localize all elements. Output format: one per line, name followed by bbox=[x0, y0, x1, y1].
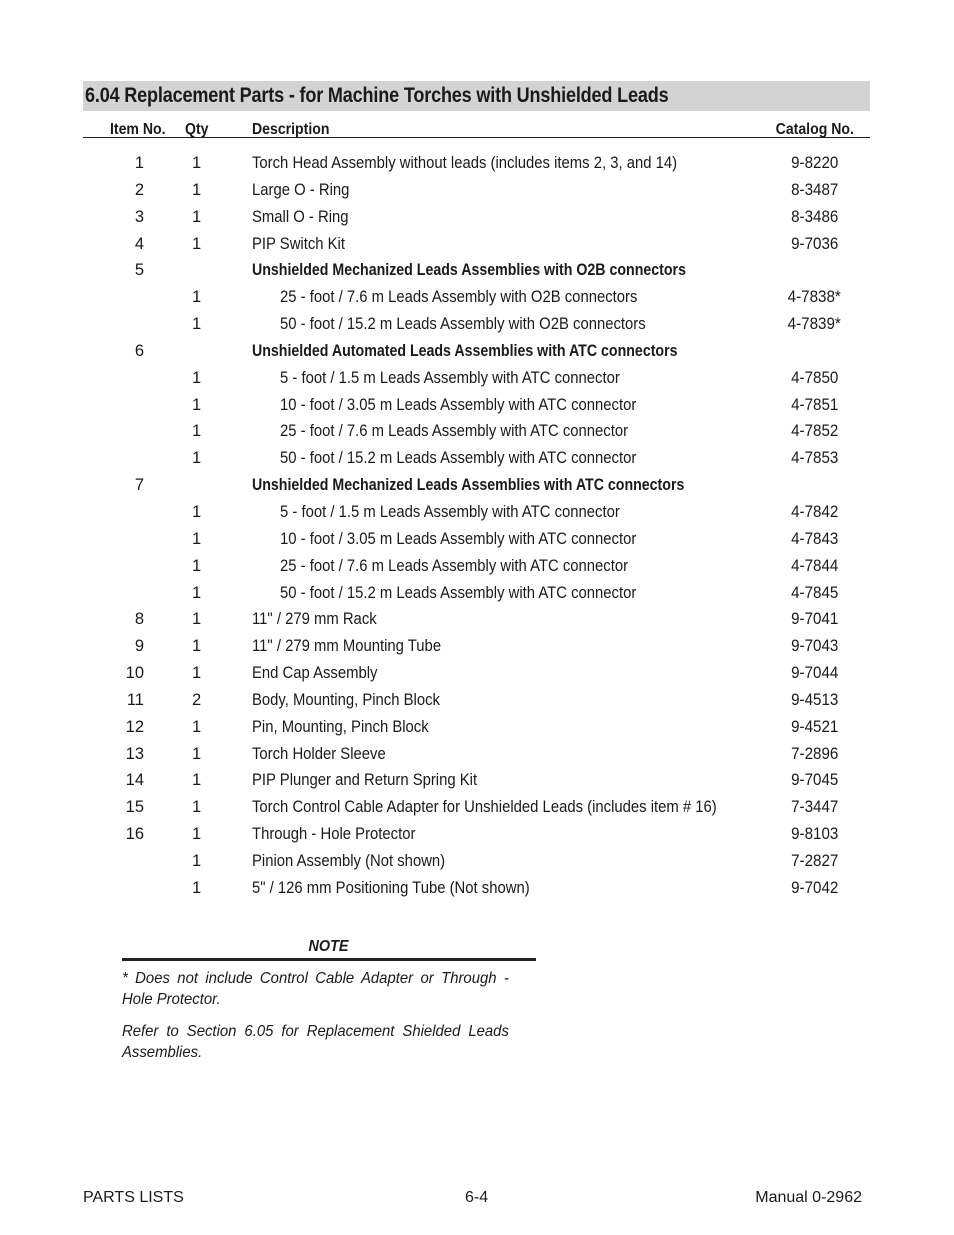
description: Body, Mounting, Pinch Block bbox=[252, 690, 440, 709]
catalog-number: 9-7045 bbox=[790, 771, 838, 790]
description: 5 - foot / 1.5 m Leads Assembly with ATC connector bbox=[280, 368, 620, 387]
note-text-footnote: * Does not include Control Cable Adapter or Through - Hole Protector. bbox=[122, 970, 509, 1008]
item-number: 15 bbox=[125, 798, 144, 817]
table-subrow bbox=[0, 284, 954, 311]
description: 10 - foot / 3.05 m Leads Assembly with ATC connector bbox=[280, 395, 637, 414]
quantity: 2 bbox=[192, 690, 202, 709]
table-subrow bbox=[0, 580, 954, 607]
table-row bbox=[0, 660, 954, 687]
description: 25 - foot / 7.6 m Leads Assembly with O2B connectors bbox=[280, 288, 638, 307]
table-row bbox=[0, 714, 954, 741]
catalog-number: 9-8220 bbox=[790, 154, 838, 172]
item-number: 4 bbox=[134, 234, 144, 253]
column-header-description: Description bbox=[252, 121, 330, 138]
table-group-row bbox=[0, 472, 954, 499]
table-subrow bbox=[0, 526, 954, 553]
table-subrow bbox=[0, 553, 954, 580]
catalog-number: 9-7041 bbox=[790, 610, 838, 629]
table-subrow bbox=[0, 365, 954, 392]
item-number: 1 bbox=[134, 154, 144, 172]
description: Torch Holder Sleeve bbox=[252, 744, 386, 763]
description: 50 - foot / 15.2 m Leads Assembly with ATC connector bbox=[280, 583, 637, 602]
description: Small O - Ring bbox=[252, 207, 349, 226]
description: Torch Control Cable Adapter for Unshielded Leads (includes item # 16) bbox=[252, 798, 717, 817]
catalog-number: 9-4521 bbox=[790, 717, 838, 736]
table-group-row bbox=[0, 257, 954, 284]
quantity: 1 bbox=[192, 154, 202, 172]
quantity: 1 bbox=[192, 878, 202, 897]
item-number: 6 bbox=[134, 341, 144, 360]
table-row bbox=[0, 150, 954, 177]
table-row bbox=[0, 767, 954, 794]
catalog-number: 4-7845 bbox=[790, 583, 838, 602]
quantity: 1 bbox=[192, 851, 202, 870]
item-number: 3 bbox=[134, 207, 144, 226]
catalog-number: 4-7838* bbox=[787, 288, 841, 307]
catalog-number: 9-7043 bbox=[790, 637, 838, 656]
quantity: 1 bbox=[192, 234, 202, 253]
description: PIP Plunger and Return Spring Kit bbox=[252, 771, 478, 790]
catalog-number: 7-2896 bbox=[790, 744, 838, 763]
note-title: NOTE bbox=[308, 938, 349, 955]
quantity: 1 bbox=[192, 637, 202, 656]
description: 25 - foot / 7.6 m Leads Assembly with ATC connector bbox=[280, 556, 629, 575]
quantity: 1 bbox=[192, 825, 202, 844]
quantity: 1 bbox=[192, 771, 202, 790]
table-row bbox=[0, 875, 954, 902]
table-subrow bbox=[0, 311, 954, 338]
catalog-number: 7-3447 bbox=[790, 798, 838, 817]
catalog-number: 9-4513 bbox=[790, 690, 838, 709]
table-subrow bbox=[0, 418, 954, 445]
catalog-number: 9-8103 bbox=[790, 825, 838, 844]
item-number: 5 bbox=[134, 261, 144, 280]
quantity: 1 bbox=[192, 449, 202, 468]
note-text-reference: Refer to Section 6.05 for Replacement Shielded Leads Assemblies. bbox=[122, 1023, 509, 1061]
catalog-number: 4-7844 bbox=[790, 556, 838, 575]
note-rule bbox=[122, 958, 536, 961]
quantity: 1 bbox=[192, 315, 202, 334]
catalog-number: 4-7852 bbox=[790, 422, 838, 441]
footer-section-name: PARTS LISTS bbox=[83, 1189, 184, 1206]
parts-table bbox=[0, 150, 954, 902]
item-number: 9 bbox=[134, 637, 144, 656]
catalog-number: 9-7044 bbox=[790, 664, 838, 683]
column-header-catalog: Catalog No. bbox=[775, 121, 854, 138]
item-number: 13 bbox=[125, 744, 144, 763]
catalog-number: 4-7850 bbox=[790, 368, 838, 387]
description: 25 - foot / 7.6 m Leads Assembly with ATC connector bbox=[280, 422, 629, 441]
table-row bbox=[0, 741, 954, 768]
table-row bbox=[0, 848, 954, 875]
item-number: 8 bbox=[134, 610, 144, 629]
description: 10 - foot / 3.05 m Leads Assembly with ATC connector bbox=[280, 529, 637, 548]
table-row bbox=[0, 177, 954, 204]
catalog-number: 7-2827 bbox=[790, 851, 838, 870]
description: PIP Switch Kit bbox=[252, 234, 345, 253]
quantity: 1 bbox=[192, 368, 202, 387]
quantity: 1 bbox=[192, 798, 202, 817]
table-row bbox=[0, 633, 954, 660]
quantity: 1 bbox=[192, 556, 202, 575]
description: 11" / 279 mm Mounting Tube bbox=[252, 637, 442, 656]
quantity: 1 bbox=[192, 610, 202, 629]
description: End Cap Assembly bbox=[252, 664, 378, 683]
item-number: 12 bbox=[125, 717, 144, 736]
item-number: 7 bbox=[134, 476, 144, 495]
quantity: 1 bbox=[192, 502, 202, 521]
quantity: 1 bbox=[192, 395, 202, 414]
table-group-row bbox=[0, 338, 954, 365]
column-header-item: Item No. bbox=[110, 121, 166, 138]
quantity: 1 bbox=[192, 422, 202, 441]
group-description: Unshielded Mechanized Leads Assemblies with O2B connectors bbox=[252, 261, 686, 280]
quantity: 1 bbox=[192, 207, 202, 226]
description: 5" / 126 mm Positioning Tube (Not shown) bbox=[252, 878, 530, 897]
table-subrow bbox=[0, 499, 954, 526]
table-subrow bbox=[0, 392, 954, 419]
table-row bbox=[0, 687, 954, 714]
table-row bbox=[0, 821, 954, 848]
table-subrow bbox=[0, 445, 954, 472]
catalog-number: 4-7839* bbox=[787, 315, 841, 334]
catalog-number: 8-3486 bbox=[790, 207, 838, 226]
description: Pinion Assembly (Not shown) bbox=[252, 851, 446, 870]
group-description: Unshielded Mechanized Leads Assemblies with ATC connectors bbox=[252, 476, 685, 495]
item-number: 2 bbox=[134, 180, 144, 199]
description: 50 - foot / 15.2 m Leads Assembly with O2B connectors bbox=[280, 315, 646, 334]
description: Torch Head Assembly without leads (includes items 2, 3, and 14) bbox=[252, 154, 678, 172]
header-rule bbox=[83, 137, 870, 138]
catalog-number: 9-7042 bbox=[790, 878, 838, 897]
quantity: 1 bbox=[192, 717, 202, 736]
catalog-number: 9-7036 bbox=[790, 234, 838, 253]
catalog-number: 8-3487 bbox=[790, 180, 838, 199]
description: Large O - Ring bbox=[252, 180, 350, 199]
quantity: 1 bbox=[192, 288, 202, 307]
quantity: 1 bbox=[192, 744, 202, 763]
description: 5 - foot / 1.5 m Leads Assembly with ATC connector bbox=[280, 502, 620, 521]
quantity: 1 bbox=[192, 529, 202, 548]
item-number: 11 bbox=[126, 690, 144, 709]
description: 50 - foot / 15.2 m Leads Assembly with ATC connector bbox=[280, 449, 637, 468]
catalog-number: 4-7851 bbox=[790, 395, 838, 414]
item-number: 10 bbox=[125, 664, 144, 683]
quantity: 1 bbox=[192, 583, 202, 602]
catalog-number: 4-7843 bbox=[790, 529, 838, 548]
column-header-qty: Qty bbox=[185, 121, 209, 138]
table-row bbox=[0, 204, 954, 231]
page-number: 6-4 bbox=[465, 1189, 489, 1206]
description: Pin, Mounting, Pinch Block bbox=[252, 717, 429, 736]
group-description: Unshielded Automated Leads Assemblies with ATC connectors bbox=[252, 341, 678, 360]
table-row bbox=[0, 794, 954, 821]
quantity: 1 bbox=[192, 664, 202, 683]
description: Through - Hole Protector bbox=[252, 825, 416, 844]
section-title: 6.04 Replacement Parts - for Machine Torches with Unshielded Leads bbox=[85, 84, 669, 107]
quantity: 1 bbox=[192, 180, 202, 199]
description: 11" / 279 mm Rack bbox=[252, 610, 377, 629]
item-number: 16 bbox=[125, 825, 144, 844]
table-row bbox=[0, 606, 954, 633]
item-number: 14 bbox=[125, 771, 144, 790]
catalog-number: 4-7842 bbox=[790, 502, 838, 521]
table-row bbox=[0, 231, 954, 258]
manual-number: Manual 0-2962 bbox=[755, 1189, 862, 1206]
catalog-number: 4-7853 bbox=[790, 449, 838, 468]
